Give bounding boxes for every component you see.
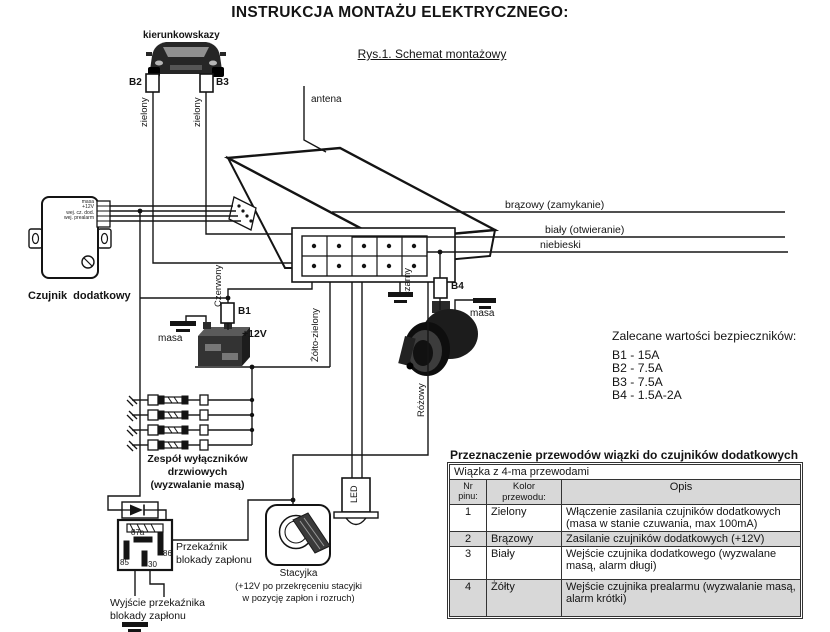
col-header-pin: Nr pinu: bbox=[450, 480, 487, 505]
alarm-module-box bbox=[228, 148, 495, 282]
fuse-rating-b2: B2 - 7.5A bbox=[612, 361, 663, 375]
sensor-pin-wej-cz-dod: wej. cz. dod. bbox=[66, 209, 94, 216]
sensor-pin-labels bbox=[40, 200, 94, 221]
ignition-switch-label bbox=[226, 568, 371, 604]
wire-label-czarny: czarny bbox=[402, 268, 413, 296]
door-switches-label-line1: Zespół wyłączników bbox=[147, 453, 248, 465]
relay-pin-86: 86 bbox=[163, 549, 172, 558]
sensor-pin-prealarm: wej. prealarm bbox=[63, 214, 94, 221]
fuse-b2-icon bbox=[146, 74, 159, 92]
led-label: LED bbox=[349, 485, 359, 503]
table-row bbox=[450, 547, 801, 580]
table-row-header bbox=[450, 480, 801, 505]
fuse-b3-icon bbox=[200, 74, 213, 92]
cell-pin: 4 bbox=[450, 580, 487, 617]
page-title: INSTRUKCJA MONTAŻU ELEKTRYCZNEGO: bbox=[231, 4, 569, 21]
table-row bbox=[450, 580, 801, 617]
relay-output-label bbox=[110, 597, 205, 623]
relay-pin-85: 85 bbox=[120, 558, 129, 567]
diode-icon bbox=[122, 502, 158, 518]
fuse-b3-label: B3 bbox=[216, 77, 229, 88]
fuse-rating-b1: B1 - 15A bbox=[612, 347, 660, 362]
wire-label-brazowy: brązowy (zamykanie) bbox=[505, 199, 605, 211]
table-subheader-cell: Wiązka z 4-ma przewodami bbox=[450, 465, 801, 480]
fuse-b1-label: B1 bbox=[238, 306, 251, 317]
sensor-pin-12v: +12V bbox=[82, 204, 94, 211]
fuse-b2-label: B2 bbox=[129, 77, 142, 88]
cell-desc: Włączenie zasilania czujników dodatkowych (masa w stanie czuwania, max 100mA) bbox=[562, 505, 801, 532]
ground-label-battery: masa bbox=[158, 333, 183, 344]
table-row bbox=[450, 532, 801, 547]
fuse-rating-b4: B4 - 1.5A-2A bbox=[612, 388, 682, 402]
door-switches-label-line2: drzwiowych bbox=[167, 466, 228, 478]
antenna-label: antena bbox=[311, 94, 342, 105]
cell-pin: 3 bbox=[450, 547, 487, 580]
wire-label-zielony-left: zielony bbox=[139, 97, 150, 127]
wire-label-rozowy: Różowy bbox=[416, 383, 427, 417]
wire-label-czerwony: Czerwony bbox=[213, 264, 224, 307]
fuse-ratings bbox=[612, 330, 796, 403]
door-switches-label bbox=[130, 453, 265, 492]
cell-desc: Wejście czujnika prealarmu (wyzwalanie masą, alarm krótki) bbox=[562, 580, 801, 617]
figure-caption: Rys.1. Schemat montażowy bbox=[357, 47, 507, 61]
cell-color: Biały bbox=[487, 547, 562, 580]
ground-label-siren: masa bbox=[470, 308, 495, 319]
table-row bbox=[450, 505, 801, 532]
ignition-note-line2: w pozycję zapłon i rozruch) bbox=[242, 593, 355, 603]
relay-label-line1: Przekaźnik bbox=[176, 541, 228, 553]
cell-pin: 1 bbox=[450, 505, 487, 532]
relay-output-line2: blokady zapłonu bbox=[110, 610, 186, 622]
relay-label-line2: blokady zapłonu bbox=[176, 554, 252, 566]
car-icon bbox=[146, 42, 226, 77]
door-switches-label-line3: (wyzwalanie masą) bbox=[150, 479, 245, 491]
siren-icon bbox=[398, 301, 478, 376]
relay-output-line1: Wyjście przekaźnika bbox=[110, 597, 206, 609]
ground-battery-icon bbox=[170, 321, 196, 332]
ignition-switch-icon bbox=[266, 505, 330, 565]
relay-label bbox=[176, 541, 252, 567]
relay-pin-30: 30 bbox=[148, 560, 157, 569]
cell-desc: Wejście czujnika dodatkowego (wyzwalane masą, alarm długi) bbox=[562, 547, 801, 580]
cell-desc: Zasilanie czujników dodatkowych (+12V) bbox=[562, 532, 801, 547]
sensor-name-label: Czujnik dodatkowy bbox=[28, 290, 131, 302]
sensor-pin-masa: masa bbox=[81, 199, 94, 205]
col-header-color: Kolor przewodu: bbox=[487, 480, 562, 505]
cell-color: Żółty bbox=[487, 580, 562, 617]
ground-relay-icon bbox=[122, 622, 148, 632]
harness-table bbox=[447, 462, 803, 619]
wire-label-zolto-zielony: Żółto-zielony bbox=[310, 308, 321, 362]
wire-label-bialy: biały (otwieranie) bbox=[545, 224, 625, 236]
fuse-ratings-title: Zalecane wartości bezpieczników: bbox=[612, 329, 797, 343]
cell-color: Brązowy bbox=[487, 532, 562, 547]
col-header-desc: Opis bbox=[562, 480, 801, 505]
wire-label-zielony-right: zielony bbox=[192, 97, 203, 127]
door-switches-icon bbox=[127, 395, 208, 451]
ignition-name: Stacyjka bbox=[279, 568, 318, 579]
battery-voltage-label: +12V bbox=[242, 328, 267, 340]
relay-pin-87a: 87a bbox=[131, 528, 145, 537]
wire-label-niebieski: niebieski bbox=[540, 239, 581, 251]
cell-pin: 2 bbox=[450, 532, 487, 547]
cell-color: Zielony bbox=[487, 505, 562, 532]
car-label: kierunkowskazy bbox=[143, 30, 220, 41]
fuse-b4-label: B4 bbox=[451, 281, 464, 292]
harness-table-title: Przeznaczenie przewodów wiązki do czujników dodatkowych bbox=[450, 448, 799, 462]
table-row-subheader bbox=[450, 465, 801, 480]
ignition-note-line1: (+12V po przekręceniu stacyjki bbox=[235, 581, 362, 591]
fuse-b4-icon bbox=[434, 278, 447, 298]
fuse-rating-b3: B3 - 7.5A bbox=[612, 374, 663, 389]
